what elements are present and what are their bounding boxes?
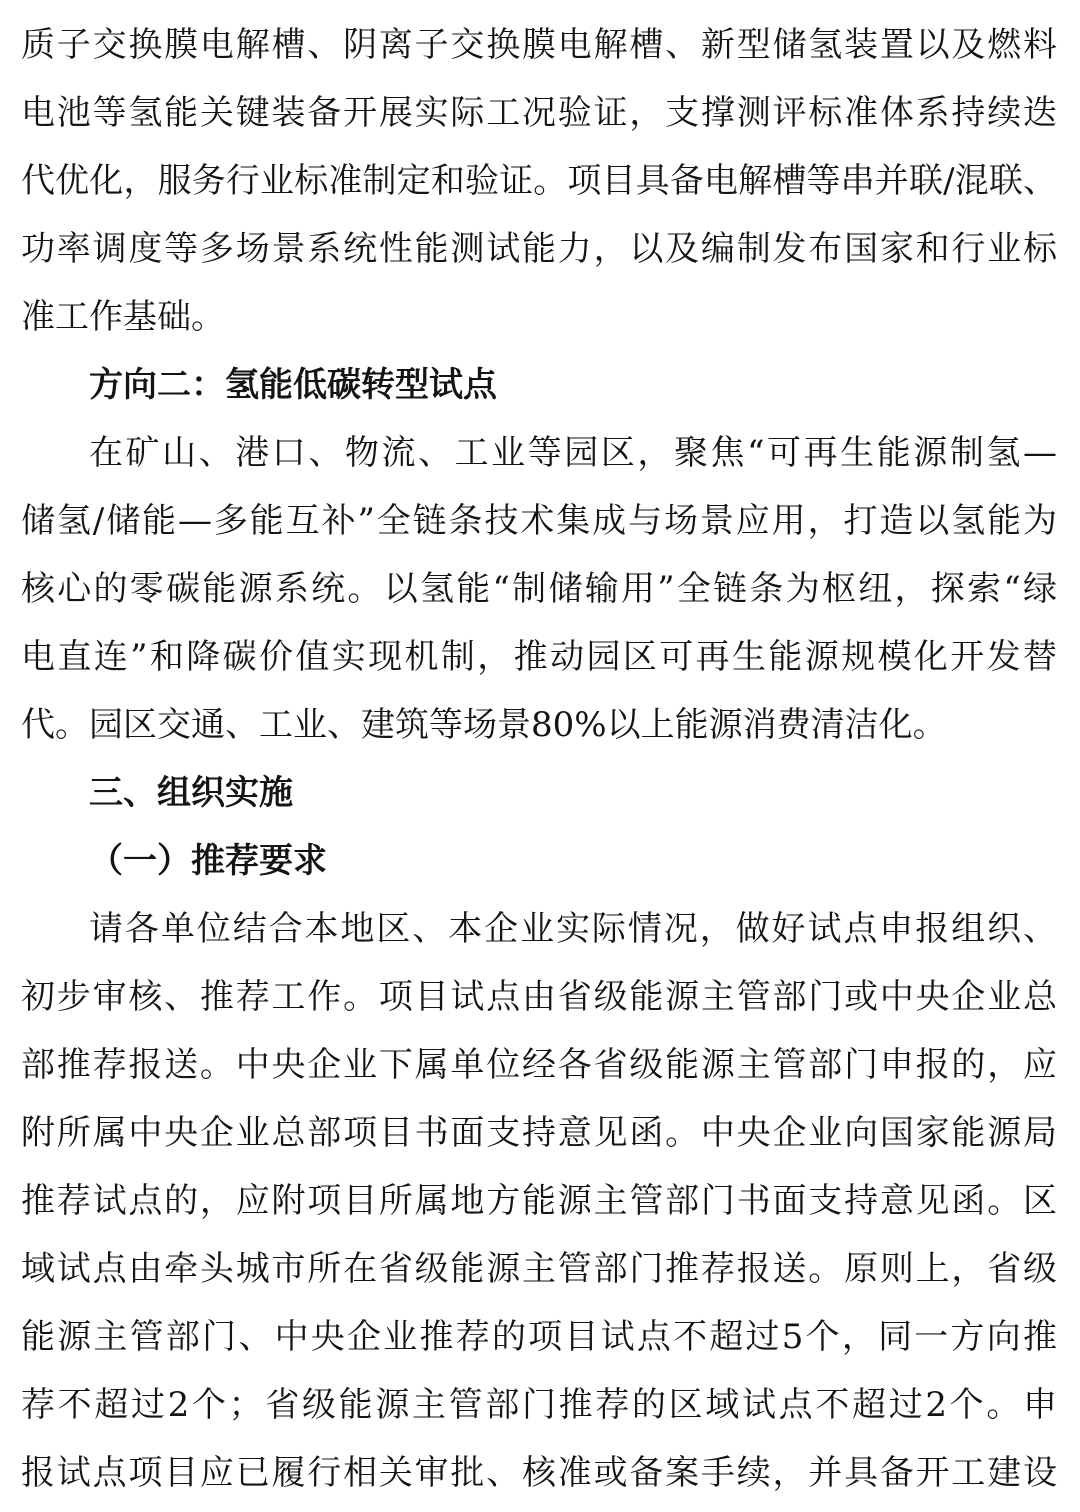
paragraph-line: 域试点由牵头城市所在省级能源主管部门推荐报送。原则上，省级 — [21, 1249, 1057, 1289]
paragraph-line: 电池等氢能关键装备开展实际工况验证，支撑测评标准体系持续迭 — [21, 93, 1057, 133]
subsection-heading-recommendation: （一）推荐要求 — [89, 841, 327, 881]
paragraph-line: 能源主管部门、中央企业推荐的项目试点不超过5个，同一方向推 — [21, 1317, 1057, 1357]
paragraph-line: 初步审核、推荐工作。项目试点由省级能源主管部门或中央企业总 — [21, 977, 1057, 1017]
paragraph-line: 电直连”和降碳价值实现机制，推动园区可再生能源规模化开发替 — [21, 637, 1057, 677]
paragraph-line: 报试点项目应已履行相关审批、核准或备案手续，并具备开工建设 — [21, 1453, 1057, 1493]
paragraph-line: 代优化，服务行业标准制定和验证。项目具备电解槽等串并联/混联、 — [21, 161, 1057, 201]
paragraph-line: 荐不超过2个；省级能源主管部门推荐的区域试点不超过2个。申 — [21, 1385, 1057, 1425]
paragraph-line: 附所属中央企业总部项目书面支持意见函。中央企业向国家能源局 — [21, 1113, 1057, 1153]
paragraph-line: 质子交换膜电解槽、阴离子交换膜电解槽、新型储氢装置以及燃料 — [21, 25, 1057, 65]
paragraph-line: 核心的零碳能源系统。以氢能“制储输用”全链条为枢纽，探索“绿 — [21, 569, 1057, 609]
document-page — [21, 0, 1057, 1512]
section-heading-direction-two: 方向二：氢能低碳转型试点 — [89, 365, 497, 405]
paragraph-line: 功率调度等多场景系统性能测试能力，以及编制发布国家和行业标 — [21, 229, 1057, 269]
paragraph-line: 储氢/储能—多能互补”全链条技术集成与场景应用，打造以氢能为 — [21, 501, 1057, 541]
paragraph-line: 请各单位结合本地区、本企业实际情况，做好试点申报组织、 — [89, 909, 1057, 949]
paragraph-line: 在矿山、港口、物流、工业等园区，聚焦“可再生能源制氢— — [89, 433, 1057, 473]
paragraph-line: 推荐试点的，应附项目所属地方能源主管部门书面支持意见函。区 — [21, 1181, 1057, 1221]
paragraph-line: 准工作基础。 — [21, 297, 225, 337]
paragraph-line: 代。园区交通、工业、建筑等场景80%以上能源消费清洁化。 — [21, 705, 947, 745]
paragraph-line: 部推荐报送。中央企业下属单位经各省级能源主管部门申报的，应 — [21, 1045, 1057, 1085]
section-heading-organization: 三、组织实施 — [89, 773, 293, 813]
